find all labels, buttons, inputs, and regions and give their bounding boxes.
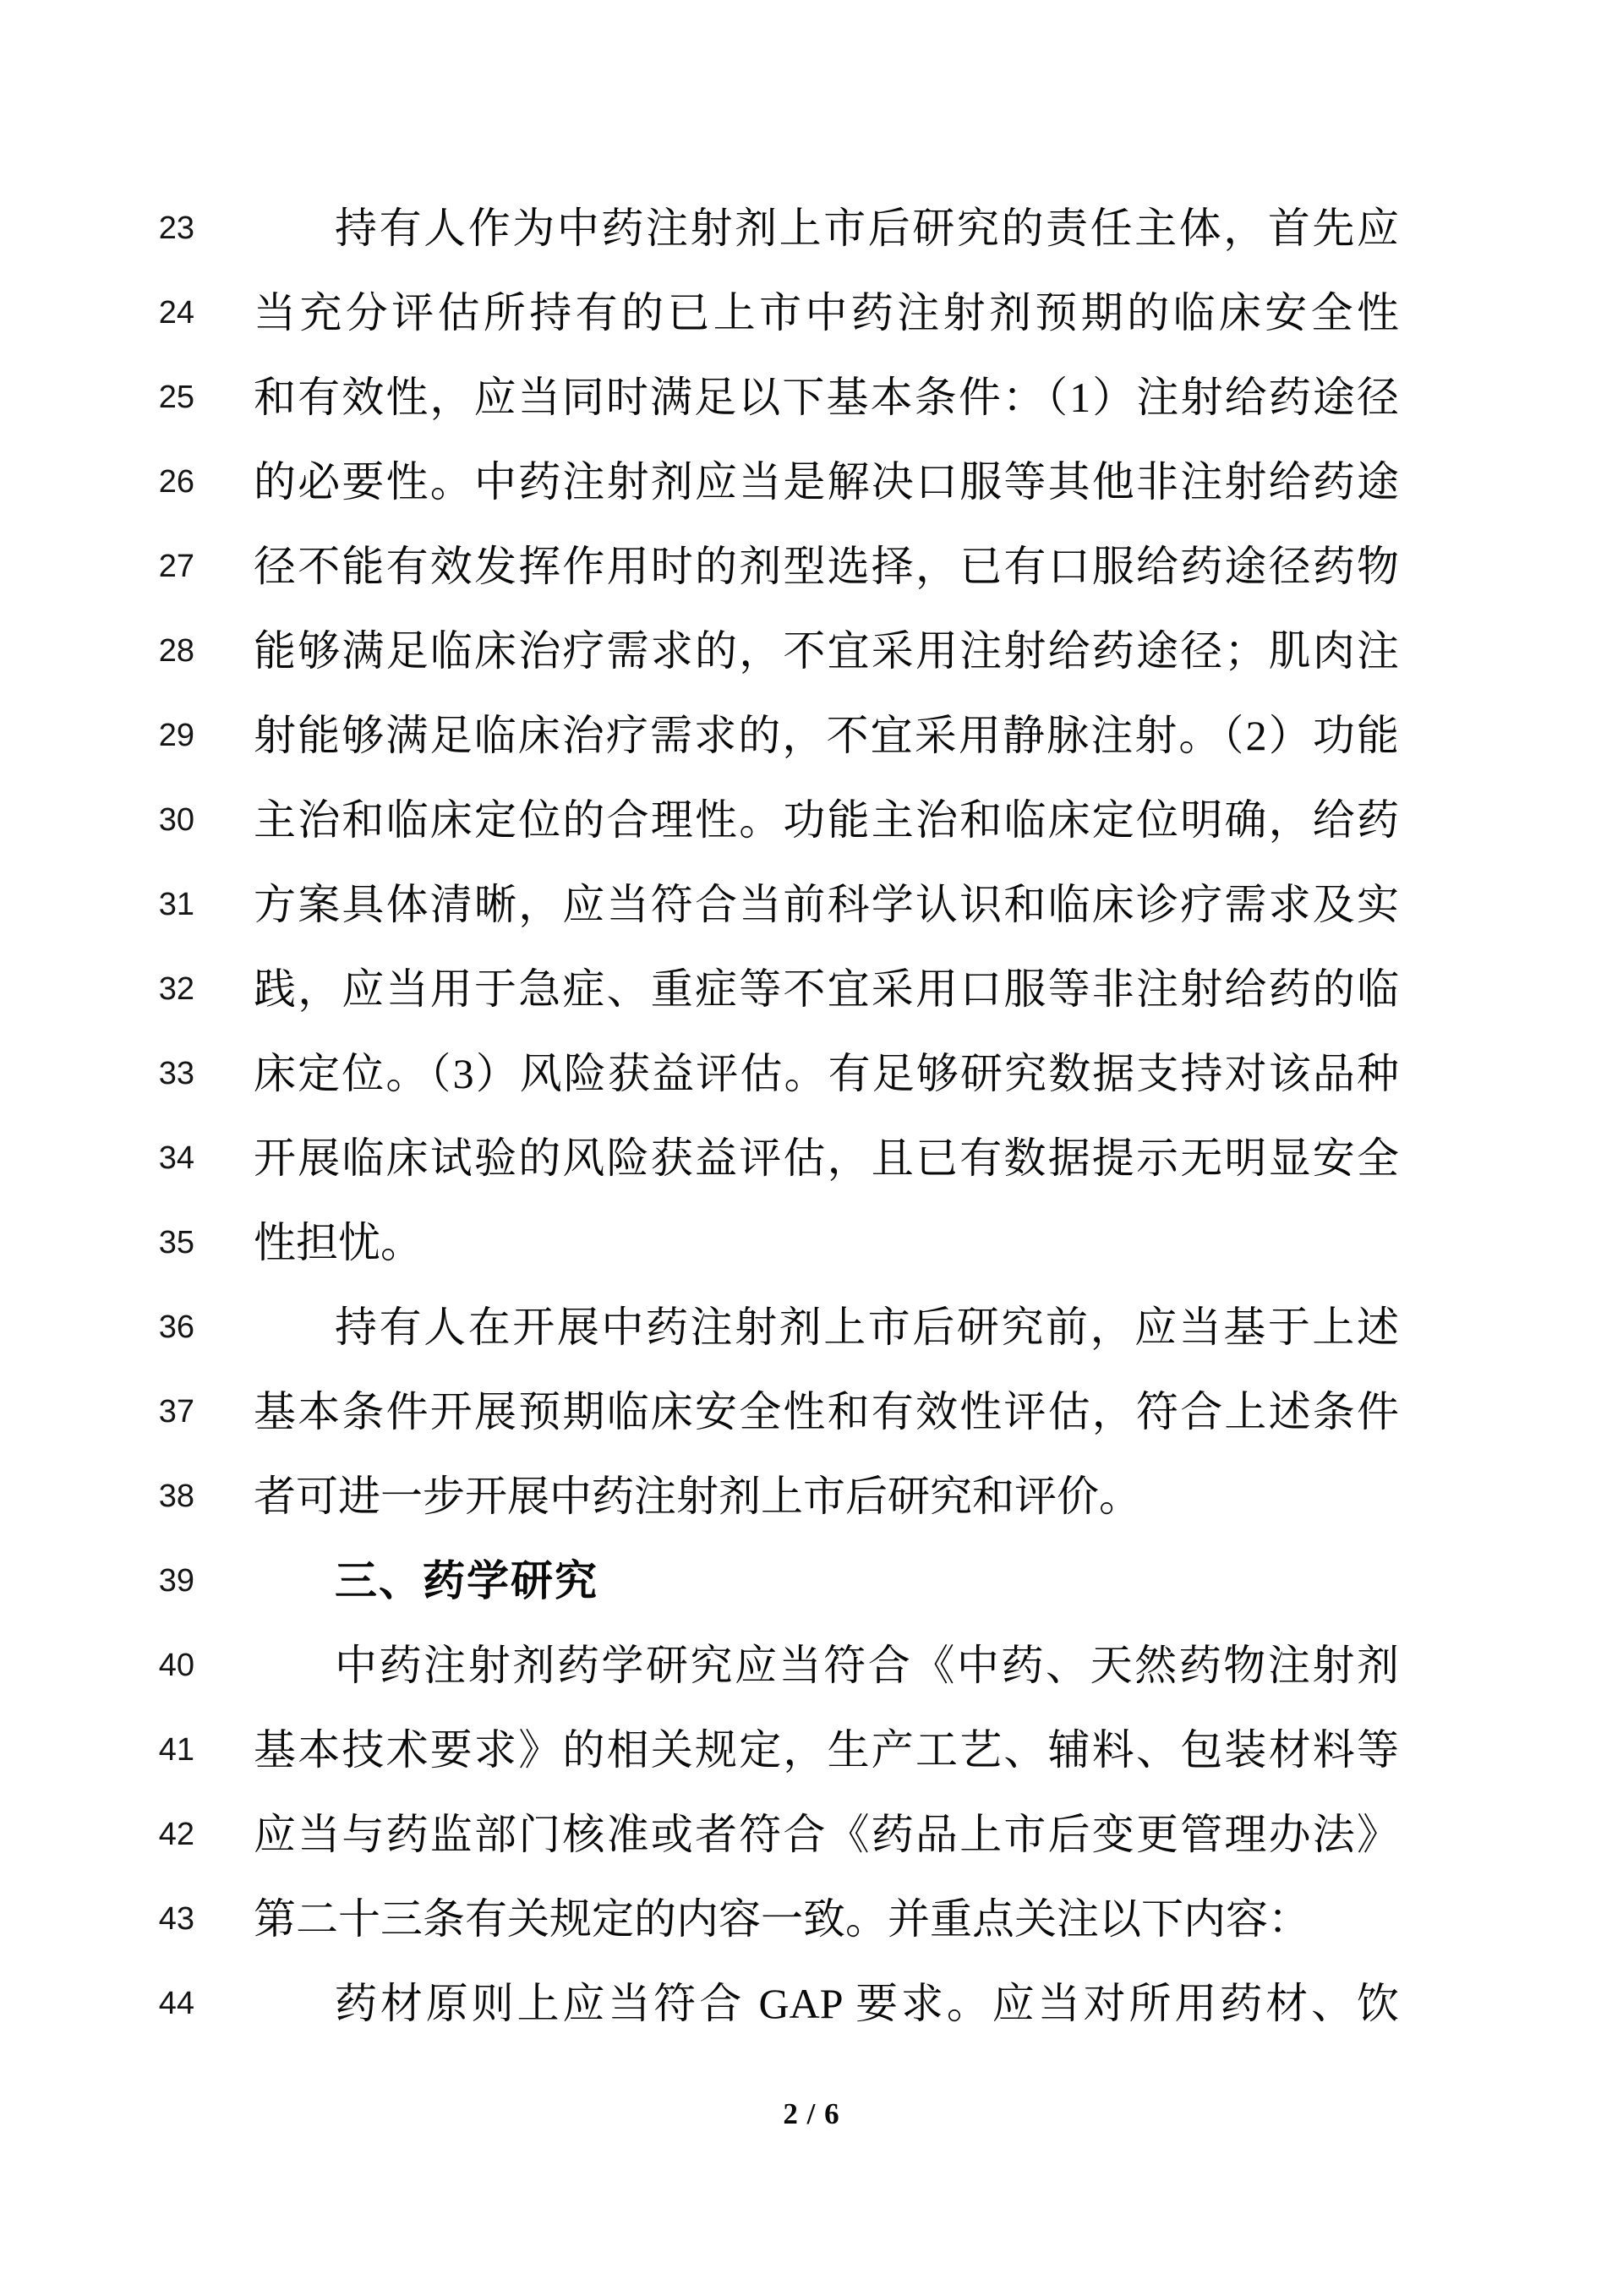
line-row	[0, 1961, 1623, 2046]
line-number: 31	[158, 887, 194, 922]
line-text: 第二十三条有关规定的内容一致。并重点关注以下内容：	[254, 1895, 1310, 1943]
line-number: 37	[158, 1394, 194, 1430]
line-number: 43	[158, 1901, 194, 1937]
line-number: 40	[158, 1648, 194, 1683]
line-text: 应当与药监部门核准或者符合《药品上市后变更管理办法》	[254, 1811, 1399, 1858]
line-row	[0, 1200, 1623, 1285]
text-block	[0, 186, 1623, 2046]
line-number: 35	[158, 1225, 194, 1260]
line-row	[0, 1285, 1623, 1369]
line-row	[0, 609, 1623, 693]
line-row	[0, 1031, 1623, 1116]
line-row	[0, 1454, 1623, 1539]
line-text: 径不能有效发挥作用时的剂型选择，已有口服给药途径药物	[254, 543, 1399, 590]
line-number: 34	[158, 1140, 194, 1176]
line-row	[0, 947, 1623, 1031]
line-number: 36	[158, 1309, 194, 1345]
line-text: 方案具体清晰，应当符合当前科学认识和临床诊疗需求及实	[254, 881, 1399, 928]
line-row	[0, 1116, 1623, 1200]
line-text: 践，应当用于急症、重症等不宜采用口服等非注射给药的临	[254, 965, 1399, 1013]
line-text: 者可进一步开展中药注射剂上市后研究和评价。	[254, 1473, 1141, 1520]
line-text: 持有人作为中药注射剂上市后研究的责任主体，首先应	[335, 205, 1399, 252]
line-number: 24	[158, 295, 194, 331]
section-heading: 三、药学研究	[335, 1557, 598, 1604]
line-text: 床定位。（3）风险获益评估。有足够研究数据支持对该品种	[254, 1050, 1399, 1097]
line-number: 30	[158, 802, 194, 838]
line-row	[0, 1708, 1623, 1792]
line-text: 和有效性，应当同时满足以下基本条件：（1）注射给药途径	[254, 374, 1399, 421]
line-text: 射能够满足临床治疗需求的，不宜采用静脉注射。（2）功能	[254, 712, 1399, 759]
line-number: 26	[158, 464, 194, 500]
line-row	[0, 1792, 1623, 1877]
line-text: 开展临床试验的风险获益评估，且已有数据提示无明显安全	[254, 1134, 1399, 1182]
line-row	[0, 186, 1623, 271]
line-text: 的必要性。中药注射剂应当是解决口服等其他非注射给药途	[254, 458, 1399, 506]
line-row	[0, 862, 1623, 947]
line-text: 基本条件开展预期临床安全性和有效性评估，符合上述条件	[254, 1388, 1399, 1435]
line-number: 42	[158, 1817, 194, 1852]
line-number: 28	[158, 633, 194, 669]
line-number: 39	[158, 1563, 194, 1599]
line-number: 23	[158, 210, 194, 246]
line-text: 性担忧。	[254, 1219, 423, 1266]
line-number: 41	[158, 1732, 194, 1768]
line-row	[0, 1369, 1623, 1454]
line-text: 药材原则上应当符合 GAP 要求。应当对所用药材、饮	[335, 1980, 1399, 2027]
line-number: 38	[158, 1479, 194, 1514]
line-text: 能够满足临床治疗需求的，不宜采用注射给药途径；肌肉注	[254, 627, 1399, 675]
line-text: 主治和临床定位的合理性。功能主治和临床定位明确，给药	[254, 796, 1399, 844]
line-row	[0, 1623, 1623, 1708]
line-text: 中药注射剂药学研究应当符合《中药、天然药物注射剂	[335, 1642, 1399, 1689]
line-number: 32	[158, 971, 194, 1007]
line-number: 25	[158, 380, 194, 415]
line-number: 33	[158, 1056, 194, 1091]
line-row	[0, 271, 1623, 355]
line-row	[0, 524, 1623, 609]
line-row	[0, 440, 1623, 524]
line-number: 44	[158, 1986, 194, 2021]
line-row	[0, 1877, 1623, 1961]
line-number: 27	[158, 549, 194, 584]
line-text: 持有人在开展中药注射剂上市后研究前，应当基于上述	[335, 1304, 1399, 1351]
page-number: 2 / 6	[783, 2097, 840, 2130]
line-row	[0, 1539, 1623, 1623]
line-text: 基本技术要求》的相关规定，生产工艺、辅料、包装材料等	[254, 1726, 1399, 1774]
line-number: 29	[158, 718, 194, 753]
line-row	[0, 355, 1623, 440]
line-row	[0, 693, 1623, 778]
line-text: 当充分评估所持有的已上市中药注射剂预期的临床安全性	[254, 289, 1399, 336]
line-row	[0, 778, 1623, 862]
